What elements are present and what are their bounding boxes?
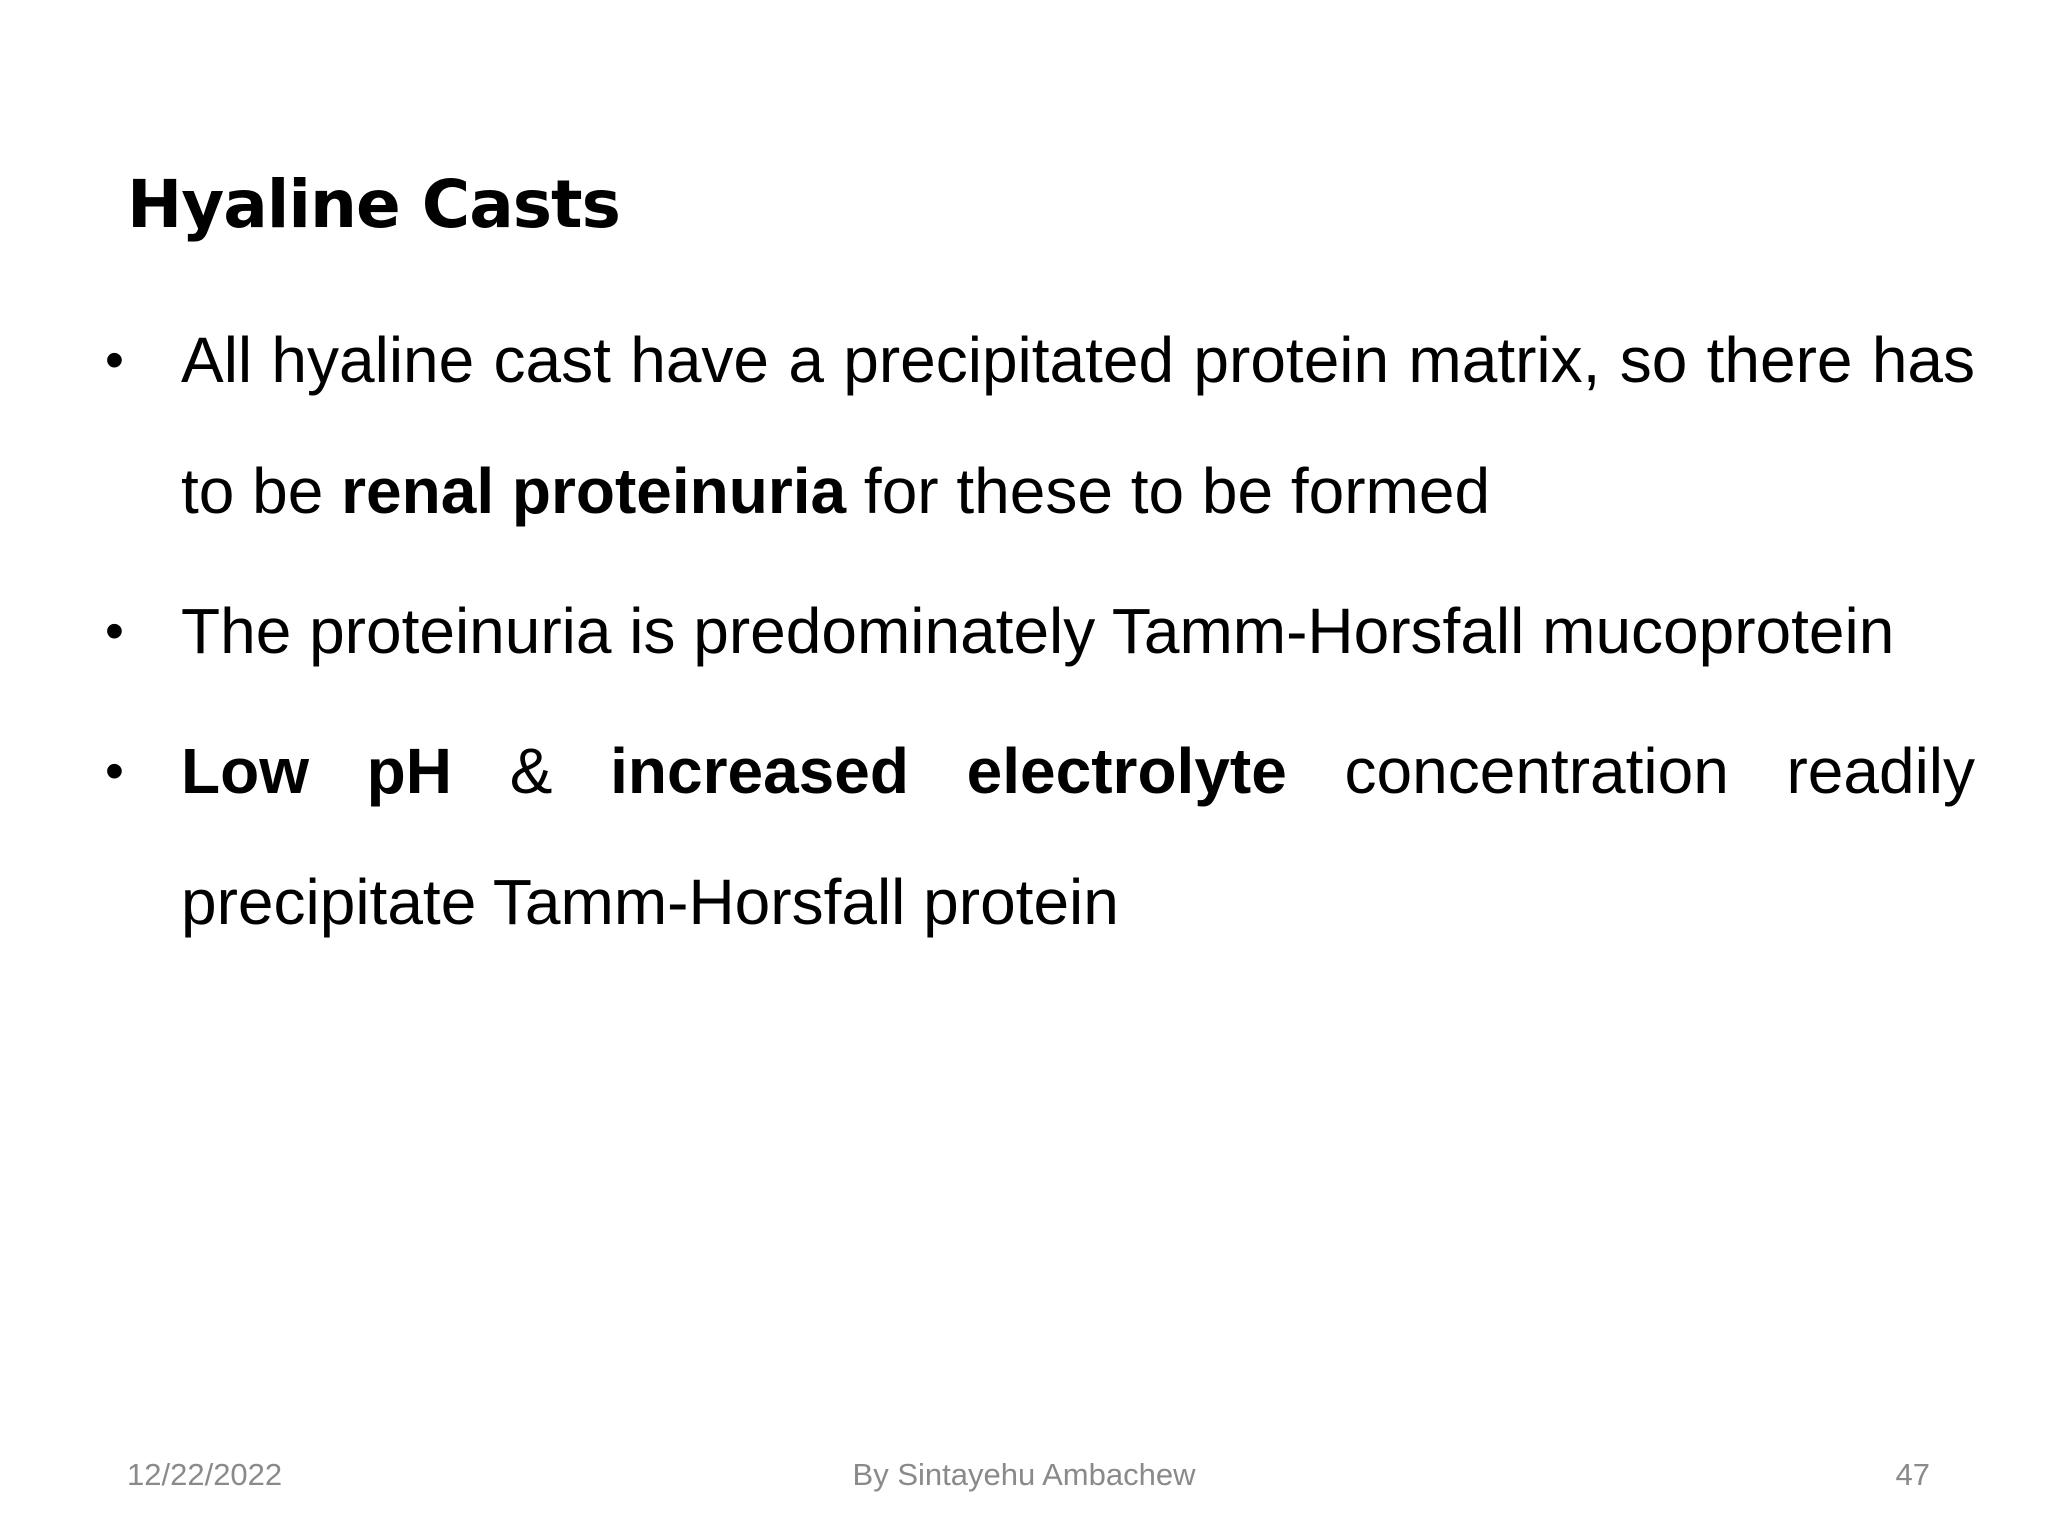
bullet-item — [105, 295, 1975, 557]
slide-title: Hyaline Casts — [127, 166, 620, 243]
bold-term-increased-electrolyte: increased electrolyte — [610, 735, 1287, 807]
bullet-text: & — [452, 735, 611, 807]
footer-author: By Sintayehu Ambachew — [852, 1457, 1196, 1492]
bullet-text: The proteinuria is predominately Tamm-Horsfall mucoprotein — [181, 595, 1895, 667]
bullet-text: for these to be formed — [846, 455, 1491, 527]
footer-page-number: 47 — [1895, 1457, 1930, 1492]
bullet-item — [105, 706, 1975, 968]
bold-term-renal-proteinuria: renal proteinuria — [341, 455, 847, 527]
bullet-marker: • — [105, 601, 124, 661]
bullet-text: concentration readily precipitate Tamm-Horsfall protein — [181, 735, 1976, 938]
bullet-list — [105, 295, 1975, 977]
bold-term-low-ph: Low pH — [181, 735, 452, 807]
bullet-item — [105, 566, 1975, 697]
bullet-marker: • — [105, 741, 124, 801]
bullet-text: All hyaline cast have a precipitated protein matrix, so there has to be — [181, 324, 1975, 527]
footer-date: 12/22/2022 — [127, 1457, 283, 1492]
bullet-marker: • — [105, 330, 124, 390]
